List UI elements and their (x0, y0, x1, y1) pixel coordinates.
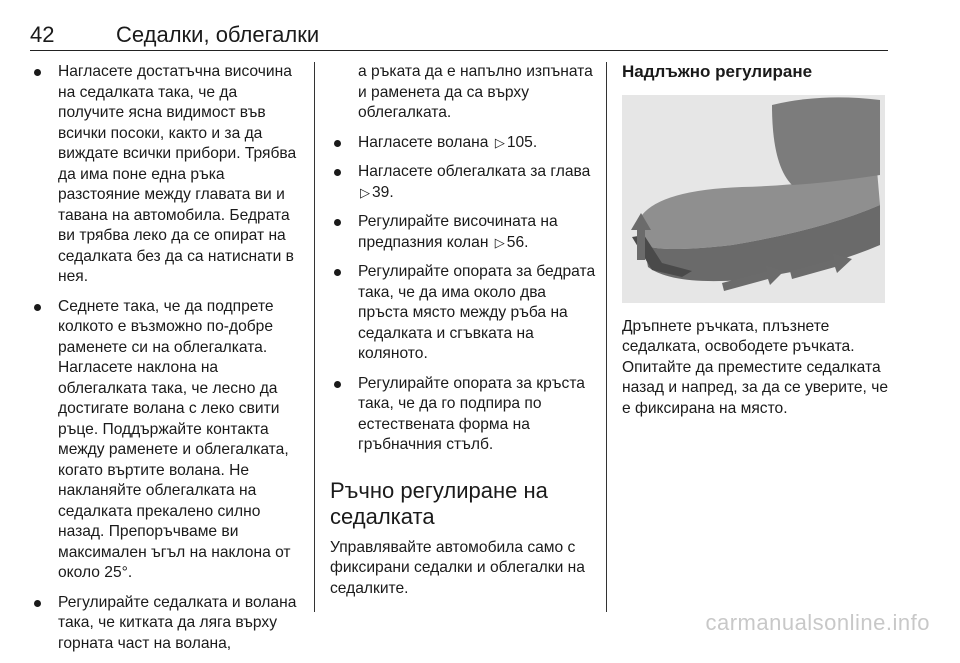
list-item: Регулирайте опората за кръста така, че да го подпира по естествената форма на гръбначния стълб. (330, 374, 596, 456)
column-divider (314, 62, 315, 612)
column-divider (606, 62, 607, 612)
bullet-icon (334, 140, 341, 147)
page-ref[interactable]: 105. (506, 133, 538, 151)
bullet-icon (334, 381, 341, 388)
seat-illustration (622, 95, 885, 303)
list-item: Нагласете волана ▷ 105. (330, 133, 596, 154)
bullet-list (30, 62, 302, 654)
section-text: Управлявайте автомобила само с фиксирани седалки и облегалки на седалките. (330, 538, 585, 597)
subheading: Надлъжно регулиране (622, 62, 813, 81)
page-ref[interactable]: 39. (372, 183, 394, 201)
page-number: 42 (30, 22, 55, 47)
bullet-icon (334, 169, 341, 176)
column-2 (330, 62, 596, 599)
column-1 (30, 62, 302, 663)
figure-caption: Дръпнете ръчката, плъзнете седалката, освободете ръчката. Опитайте да преместите седалката назад и напред, за да се уверите, че е фиксирана на място. (622, 317, 889, 417)
column-3 (622, 62, 890, 419)
section-title: Ръчно регулиране на седалката (330, 477, 548, 529)
bullet-icon (334, 269, 341, 276)
triangle-right-icon: ▷ (494, 134, 505, 150)
bullet-icon (34, 600, 41, 607)
list-item: Регулирайте седалката и волана така, че китката да ляга върху горната част на волана, (30, 593, 302, 655)
bullet-icon (334, 219, 341, 226)
page-ref[interactable]: 56. (506, 233, 529, 251)
list-item: Регулирайте височината на предпазния колан ▷ 56. (330, 212, 596, 253)
bullet-list (330, 62, 596, 456)
seat-backrest (772, 97, 880, 185)
chapter-title: Седалки, облегалки (116, 22, 320, 47)
bullet-icon (34, 304, 41, 311)
list-item: Нагласете облегалката за глава ▷ 39. (330, 162, 596, 203)
list-item: Нагласете достатъчна височина на седалката така, че да получите ясна видимост във всички посоки, както и за да виждате всички прибори. Трябва да има поне една ръка разстояние между главата ви и тавана на автомобила. Бедрата ви трябва леко да се опират на седалката без да са натиснати в нея. (30, 62, 302, 288)
seat-adjustment-figure (622, 95, 885, 303)
triangle-right-icon: ▷ (360, 184, 370, 200)
list-item: Регулирайте опората за бедрата така, че да има около два пръста място между ръба на седалката и сгъвката на коляното. (330, 262, 596, 365)
page-header (30, 22, 890, 52)
bullet-icon (34, 69, 41, 76)
triangle-right-icon: ▷ (494, 234, 505, 250)
list-item-continuation: а ръката да е напълно изпъната и раменета да са върху облегалката. (358, 63, 593, 121)
header-rule (30, 50, 888, 51)
list-item: Седнете така, че да подпрете колкото е възможно по-добре раменете си на облегалката. Нагласете наклона на облегалката така, че лесно да достигате волана с леко свити ръце. Поддържайте контакта между раменете и облегалката, когато въртите волана. Не накланяйте облегалката на седалката прекалено силно назад. Препоръчваме ви максимален ъгъл на наклона от около 25°. (30, 297, 302, 584)
watermark: carmanualsonline.info (705, 610, 930, 635)
